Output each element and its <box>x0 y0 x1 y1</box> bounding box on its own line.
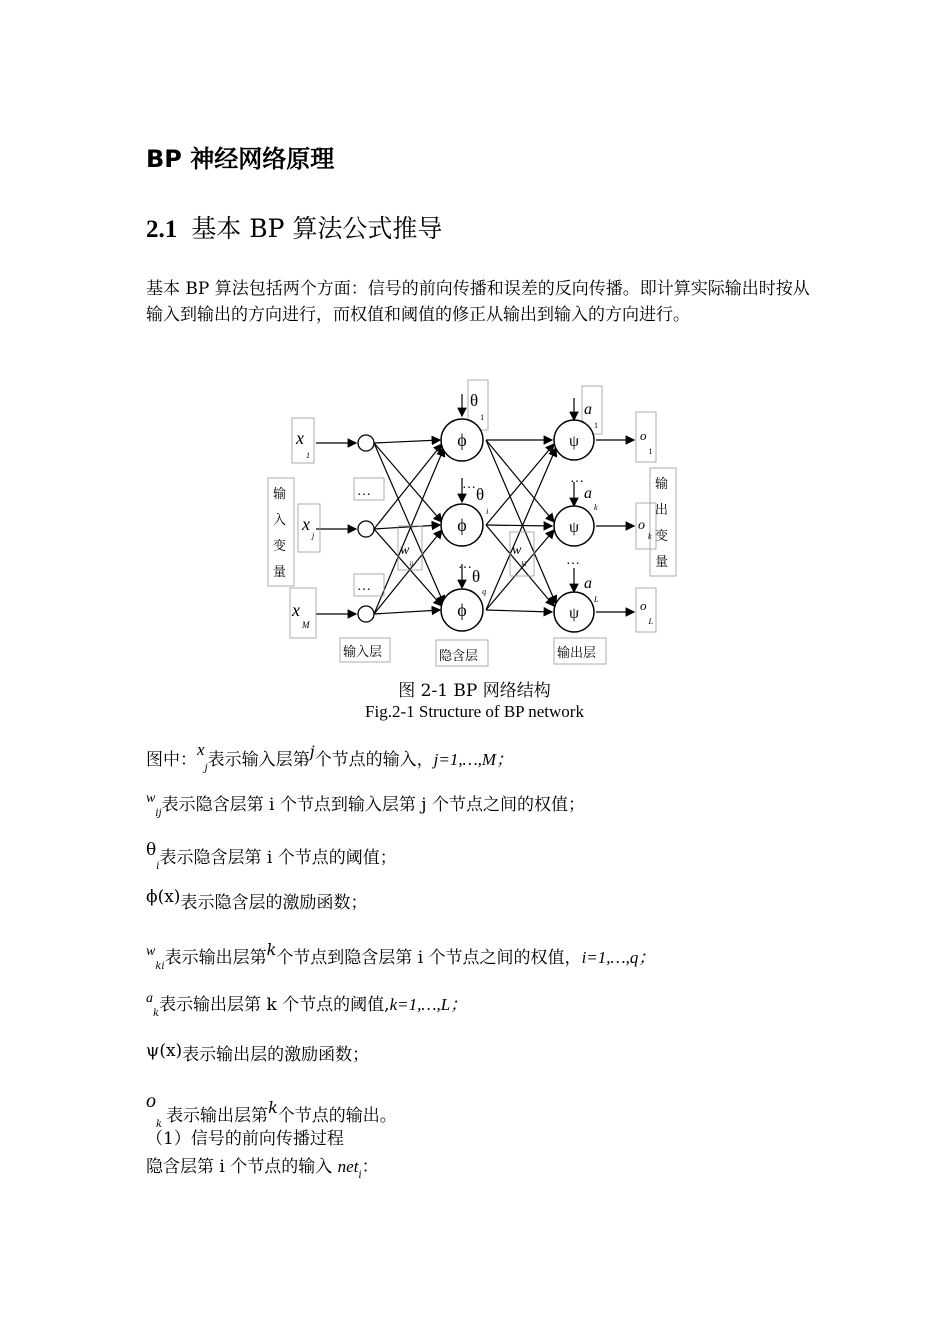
weight-wki: $w_{ki}$ <box>512 543 527 568</box>
document-title: BP 神经网络原理 <box>146 145 335 173</box>
output-o1: $o_1$ <box>640 428 653 456</box>
output-node-1: ψ <box>568 433 580 450</box>
weight-wij: $w_{ij}$ <box>400 543 414 568</box>
threshold-ak: $a_k$ <box>584 485 598 512</box>
figure-caption-cn: 图 2-1 BP 网络结构 <box>398 681 551 701</box>
svg-text:变: 变 <box>655 528 669 543</box>
hidden-node-i: ϕ <box>457 515 467 535</box>
definition-theta: $\theta_i$表示隐含层第 i 个节点的阈值； <box>146 840 397 872</box>
ellipsis: … <box>458 557 472 572</box>
input-layer-label: 输入层 <box>343 644 383 659</box>
definition-ak: $^a_k$表示输出层第 k 个节点的阈值,k=1,…,L； <box>146 991 468 1019</box>
svg-text:入: 入 <box>273 512 287 527</box>
svg-text:量: 量 <box>655 554 669 569</box>
definition-wij: $^w_{ij}$表示隐含层第 i 个节点到输入层第 j 个节点之间的权值； <box>146 791 585 819</box>
output-oL: $o_L$ <box>640 598 653 626</box>
output-node-k: ψ <box>568 519 580 536</box>
theta-i: $\theta_i$ <box>476 485 489 516</box>
bp-network-diagram <box>262 378 687 668</box>
hidden-node-q: ϕ <box>457 600 467 620</box>
svg-text:量: 量 <box>273 564 287 579</box>
output-layer-label: 输出层 <box>557 645 597 660</box>
input-hidden-connections <box>374 440 444 614</box>
input-xM: $x_M$ <box>292 600 310 630</box>
definition-ok: $o_k$ 表示输出层第k个节点的输出。 <box>146 1090 397 1130</box>
intro-paragraph: 基本 BP 算法包括两个方面：信号的前向传播和误差的反向传播。即计算实际输出时按从输入到输出的方向进行，而权值和阈值的修正从输出到输入的方向进行。 <box>146 279 810 325</box>
svg-text:变: 变 <box>273 538 287 553</box>
ellipsis: … <box>570 471 584 486</box>
input-x1: $x_1$ <box>296 428 310 460</box>
ellipsis: … <box>566 553 580 568</box>
definition-phi: ϕ(x)表示隐含层的激励函数； <box>146 887 368 913</box>
definition-wki: $^w_{ki}$表示输出层第k个节点到隐含层第 i 个节点之间的权值，i=1,…,q； <box>146 940 656 972</box>
ellipsis: … <box>357 579 371 594</box>
ellipsis: … <box>357 484 371 499</box>
hidden-input-line: 隐含层第 i 个节点的输入 net$_i$： <box>146 1157 379 1181</box>
hidden-output-connections <box>486 440 556 612</box>
figure-caption-en: Fig.2-1 Structure of BP network <box>365 702 584 721</box>
section-heading <box>146 209 442 245</box>
forward-propagation-heading: （1）信号的前向传播过程 <box>146 1129 344 1149</box>
input-variable-label: 输 <box>273 486 287 501</box>
output-ok: $o_k$ <box>638 518 652 541</box>
threshold-aL: $a_L$ <box>584 575 599 604</box>
definition-xj: 图中：$x_j$表示输入层第j个节点的输入，j=1,…,M； <box>146 740 514 774</box>
threshold-a1: $a_1$ <box>584 401 598 430</box>
output-variable-label: 输 <box>655 476 669 491</box>
definition-psi: ψ(x)表示输出层的激励函数； <box>146 1041 370 1065</box>
section-title: 基本 BP 算法公式推导 <box>191 214 443 243</box>
output-node-L: ψ <box>568 605 580 622</box>
theta-1: $\theta_1$ <box>470 391 485 422</box>
input-xj: $x_j$ <box>302 514 315 540</box>
theta-q: $\theta_q$ <box>472 567 487 596</box>
section-number: 2.1 <box>146 216 178 243</box>
svg-text:出: 出 <box>655 502 669 517</box>
hidden-layer-label: 隐含层 <box>439 648 479 663</box>
ellipsis: … <box>462 477 476 492</box>
hidden-node-1: ϕ <box>457 430 467 450</box>
